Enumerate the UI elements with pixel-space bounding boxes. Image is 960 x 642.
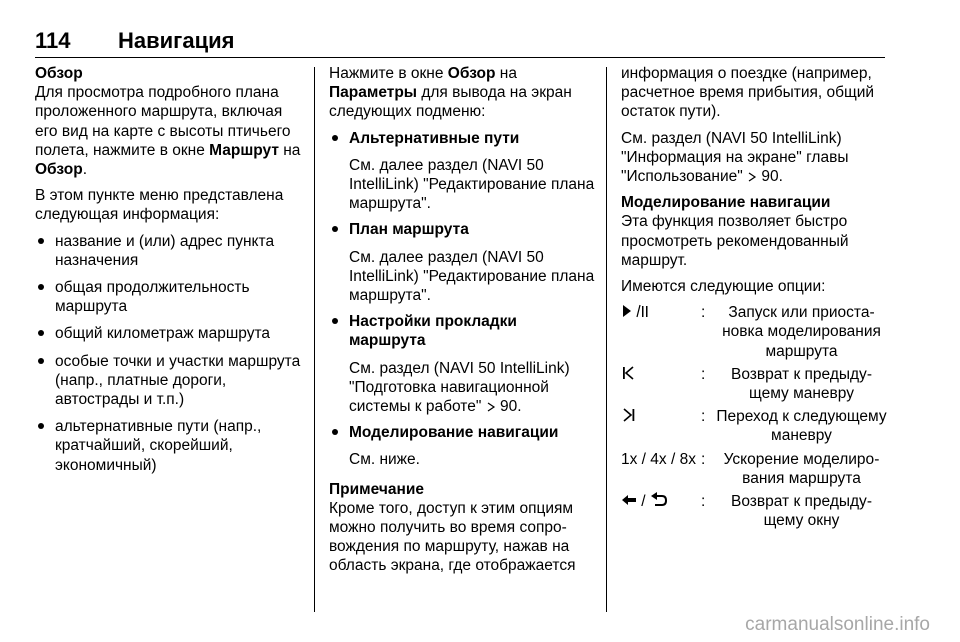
page-reference-icon: [486, 402, 496, 412]
continued-text: информация о поездке (например, расчетное время прибытия, общий остаток пути).: [621, 65, 875, 121]
list-item: общий километраж маршрута: [35, 324, 303, 343]
submenu-item-simulation: Моделирование навигации: [329, 423, 597, 442]
note-text: Кроме того, доступ к этим опциям можно получить во время сопровождения по маршруту, нажав на область экрана, где отображается: [329, 499, 576, 575]
note-heading: Примечание: [329, 480, 424, 498]
options-intro: Имеются следующие опции:: [621, 278, 826, 296]
see-also: [621, 129, 887, 187]
option-row: [621, 303, 887, 361]
column-2: [329, 64, 597, 583]
text-run: См. раздел (NAVI 50 IntelliLink) "Информация на экране" главы "Использование": [621, 129, 849, 186]
overview-term: Обзор: [35, 161, 83, 179]
options-term: Параметры: [329, 84, 418, 102]
submenu-list: [329, 312, 597, 350]
option-row: [621, 492, 887, 530]
list-item: особые точки и участки маршрута (напр., платные дороги, автострады и т.п.): [35, 352, 303, 410]
column-divider-2: [606, 67, 607, 612]
option-key: [621, 407, 701, 445]
option-row: [621, 407, 887, 445]
submenu-text: [329, 359, 597, 417]
page-header: [35, 28, 885, 54]
option-row: [621, 450, 887, 488]
text-run: на: [495, 65, 517, 82]
column-3: [621, 64, 887, 534]
option-colon: :: [701, 493, 706, 511]
page-reference-icon: [747, 172, 757, 182]
text-run: .: [82, 161, 87, 179]
text-run: на: [278, 141, 301, 159]
text-run: Нажмите в окне: [329, 65, 448, 82]
option-row: [621, 365, 887, 403]
option-key: 1x / 4x / 8x: [621, 450, 696, 468]
page-number: 114: [35, 28, 71, 53]
simulation-paragraph: Эта функция позволяет быстро просмотреть рекомендованный маршрут.: [621, 213, 849, 269]
option-description: Возврат к предыдущему маневру: [731, 365, 872, 403]
page-title: Навигация: [118, 28, 235, 53]
key-separator: /: [637, 493, 650, 511]
submenu-list: [329, 129, 597, 148]
text-run: для вывода на экран следующих подменю:: [329, 84, 572, 121]
option-description: Запуск или приостановка моделирования маршрута: [722, 304, 881, 360]
header-divider: [35, 57, 885, 58]
submenu-list: [329, 220, 597, 239]
option-description: Возврат к предыдущему окну: [731, 493, 872, 530]
text-run: См. раздел (NAVI 50 IntelliLink) "Подготовка навигационной системы к работе": [349, 359, 570, 416]
route-term: Маршрут: [209, 141, 279, 159]
option-key: [621, 492, 701, 530]
page-ref: 90.: [499, 398, 522, 416]
back-arrow-icon: [621, 492, 637, 508]
option-colon: :: [701, 365, 706, 383]
option-description: Переход к следующему маневру: [716, 408, 887, 445]
overview-paragraph: [35, 83, 303, 179]
overview-term: Обзор: [447, 65, 496, 82]
info-list: [35, 232, 303, 475]
submenu-text: См. далее раздел (NAVI 50 IntelliLink) "Редактирование плана маршрута".: [349, 248, 595, 305]
text-run: Для просмотра подробного плана проложенного маршрута, включая его вид на карте с высоты птичьего полета, нажмите в окне: [35, 84, 291, 159]
submenu-item-alternatives: Альтернативные пути: [329, 129, 597, 148]
option-key: [621, 303, 701, 361]
return-arrow-icon: [650, 492, 668, 508]
option-colon: :: [701, 304, 706, 322]
submenu-list: [329, 423, 597, 442]
list-item: альтернативные пути (напр., кратчайший, скорейший, экономичный): [35, 417, 303, 475]
page-ref: 90.: [761, 168, 783, 186]
list-item: название и (или) адрес пункта назначения: [35, 232, 303, 270]
submenu-item-route-settings: Настройки прокладки маршрута: [329, 312, 597, 350]
skip-back-icon: [621, 365, 637, 381]
simulation-heading: Моделирование навигации: [621, 194, 831, 212]
option-colon: :: [701, 408, 706, 426]
submenu-item-route-plan: План маршрута: [329, 220, 597, 239]
info-intro: В этом пункте меню представлена следующая информация:: [35, 187, 284, 224]
watermark: carmanualsonline.info: [745, 614, 930, 635]
play-pause-icon: [621, 303, 649, 319]
list-item: общая продолжительность маршрута: [35, 278, 303, 316]
overview-heading: Обзор: [35, 65, 83, 82]
options-intro: [329, 64, 597, 122]
submenu-text: См. далее раздел (NAVI 50 IntelliLink) "Редактирование плана маршрута".: [349, 156, 595, 213]
option-key: [621, 365, 701, 403]
option-description: Ускорение моделирования маршрута: [723, 450, 880, 487]
skip-forward-icon: [621, 407, 637, 423]
option-colon: :: [701, 450, 706, 468]
column-divider-1: [314, 67, 315, 612]
submenu-text: См. ниже.: [349, 451, 420, 469]
column-1: [35, 64, 303, 483]
